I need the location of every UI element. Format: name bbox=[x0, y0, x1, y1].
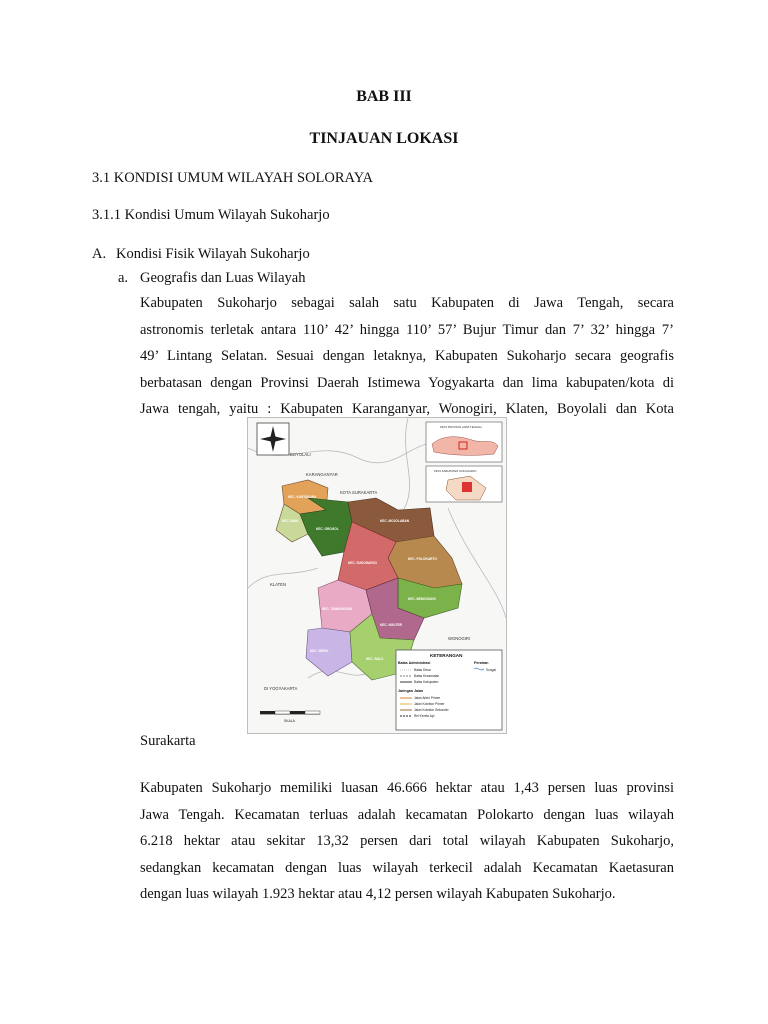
svg-text:Batas Kecamatan: Batas Kecamatan bbox=[414, 674, 440, 678]
svg-text:KEC. BENDOSARI: KEC. BENDOSARI bbox=[408, 597, 436, 601]
subsection-a-heading bbox=[92, 246, 310, 263]
map-legend bbox=[396, 650, 502, 730]
svg-text:KEC. POLOKARTO: KEC. POLOKARTO bbox=[408, 557, 437, 561]
svg-text:KEC. MOJOLABAN: KEC. MOJOLABAN bbox=[380, 519, 410, 523]
svg-text:Jalan Kolektor Primer: Jalan Kolektor Primer bbox=[414, 702, 445, 706]
svg-text:KEC. TAWANGSARI: KEC. TAWANGSARI bbox=[322, 607, 352, 611]
legend-title: KETERANGAN bbox=[430, 653, 463, 658]
legend-admin-header: Batas Administrasi bbox=[398, 661, 431, 665]
inset-label-jateng: PETA PROVINSI JAWA TENGAH bbox=[440, 425, 482, 429]
north-arrow-icon bbox=[257, 423, 289, 455]
svg-text:Rel Kereta Api: Rel Kereta Api bbox=[414, 714, 435, 718]
paragraph-line: Kabupaten Sukoharjo memiliki luasan 46.666 hektar atau 1,43 persen luas provinsi bbox=[140, 780, 674, 796]
scale-label: SKALA bbox=[284, 719, 295, 723]
svg-text:Batas Kabupaten: Batas Kabupaten bbox=[414, 680, 439, 684]
paragraph-line: sedangkan kecamatan dengan luas wilayah terkecil adalah Kecamatan Kaetasuran bbox=[140, 859, 674, 876]
paragraph-geography bbox=[140, 290, 674, 423]
inset-label-sukoharjo: PETA KABUPATEN SUKOHARJO bbox=[434, 469, 477, 473]
sukoharjo-map bbox=[248, 418, 506, 733]
label-yogyakarta: DI YOGYAKARTA bbox=[264, 686, 298, 691]
svg-text:KEC. WERU: KEC. WERU bbox=[310, 649, 329, 653]
paragraph-line: dengan luas wilayah 1.923 hektar atau 4,12 persen wilayah Kabupaten Sukoharjo. bbox=[140, 886, 616, 902]
map-caption-continuation: Surakarta bbox=[140, 733, 196, 749]
paragraph-line: 49’ Lintang Selatan. Sesuai dengan letaknya, Kabupaten Sukoharjo secara geografis bbox=[140, 348, 674, 364]
paragraph-area bbox=[140, 775, 674, 908]
svg-text:KEC. SUKOHARJO: KEC. SUKOHARJO bbox=[348, 561, 377, 565]
paragraph-line: Jawa tengah, yaitu : Kabupaten Karanganyar, Wonogiri, Klaten, Boyolali dan Kota bbox=[140, 401, 674, 417]
paragraph-line: Kabupaten Sukoharjo sebagai salah satu Kabupaten di Jawa Tengah, secara bbox=[140, 295, 674, 311]
paragraph-line: 6.218 hektar atau sekitar 13,32 persen dari total wilayah Kabupaten Sukoharjo, bbox=[140, 833, 674, 849]
paragraph-line: berbatasan dengan Provinsi Daerah Istimewa Yogyakarta dan lima kabupaten/kota di bbox=[140, 374, 674, 391]
label-klaten: KLATEN bbox=[270, 582, 286, 587]
svg-text:Jalan Kolektor Sekunder: Jalan Kolektor Sekunder bbox=[414, 708, 449, 712]
label-karanganyar: KARANGANYAR bbox=[306, 472, 338, 477]
subsection-a-number: A. bbox=[92, 246, 107, 262]
label-wonogiri: WONOGIRI bbox=[448, 636, 471, 641]
svg-text:KEC. NGUTER: KEC. NGUTER bbox=[380, 623, 402, 627]
svg-text:KEC. KARTASURA: KEC. KARTASURA bbox=[288, 495, 317, 499]
svg-text:KEC. GROGOL: KEC. GROGOL bbox=[316, 527, 339, 531]
subsection-a-title: Kondisi Fisik Wilayah Sukoharjo bbox=[116, 246, 310, 262]
legend-water-header: Perairan bbox=[474, 661, 489, 665]
chapter-title: TINJAUAN LOKASI bbox=[309, 130, 459, 147]
inset-maps bbox=[426, 422, 502, 502]
label-boyolali: BOYOLALI bbox=[290, 452, 311, 457]
item-a-title: Geografis dan Luas Wilayah bbox=[140, 270, 306, 286]
sukoharjo-map-figure bbox=[247, 417, 507, 734]
svg-text:KEC. BULU: KEC. BULU bbox=[366, 657, 384, 661]
paragraph-line: Jawa Tengah. Kecamatan terluas adalah kecamatan Polokarto dengan luas wilayah bbox=[140, 806, 674, 823]
label-surakarta: KOTA SURAKARTA bbox=[340, 490, 378, 495]
section-heading: 3.1 KONDISI UMUM WILAYAH SOLORAYA bbox=[92, 170, 374, 186]
svg-text:Jalan Arteri Primer: Jalan Arteri Primer bbox=[414, 696, 441, 700]
chapter-number: BAB III bbox=[356, 88, 412, 105]
item-a-heading bbox=[118, 270, 305, 287]
subsection-heading: 3.1.1 Kondisi Umum Wilayah Sukoharjo bbox=[92, 207, 330, 223]
svg-text:Batas Desa: Batas Desa bbox=[414, 668, 431, 672]
legend-road-header: Jaringan Jalan bbox=[398, 689, 424, 693]
svg-text:Sungai: Sungai bbox=[486, 668, 496, 672]
item-a-number: a. bbox=[118, 270, 129, 286]
svg-text:KEC. BAKI: KEC. BAKI bbox=[282, 519, 299, 523]
paragraph-line: astronomis terletak antara 110’ 42’ hingga 110’ 57’ Bujur Timur dan 7’ 32’ hingga 7’ bbox=[140, 321, 674, 338]
